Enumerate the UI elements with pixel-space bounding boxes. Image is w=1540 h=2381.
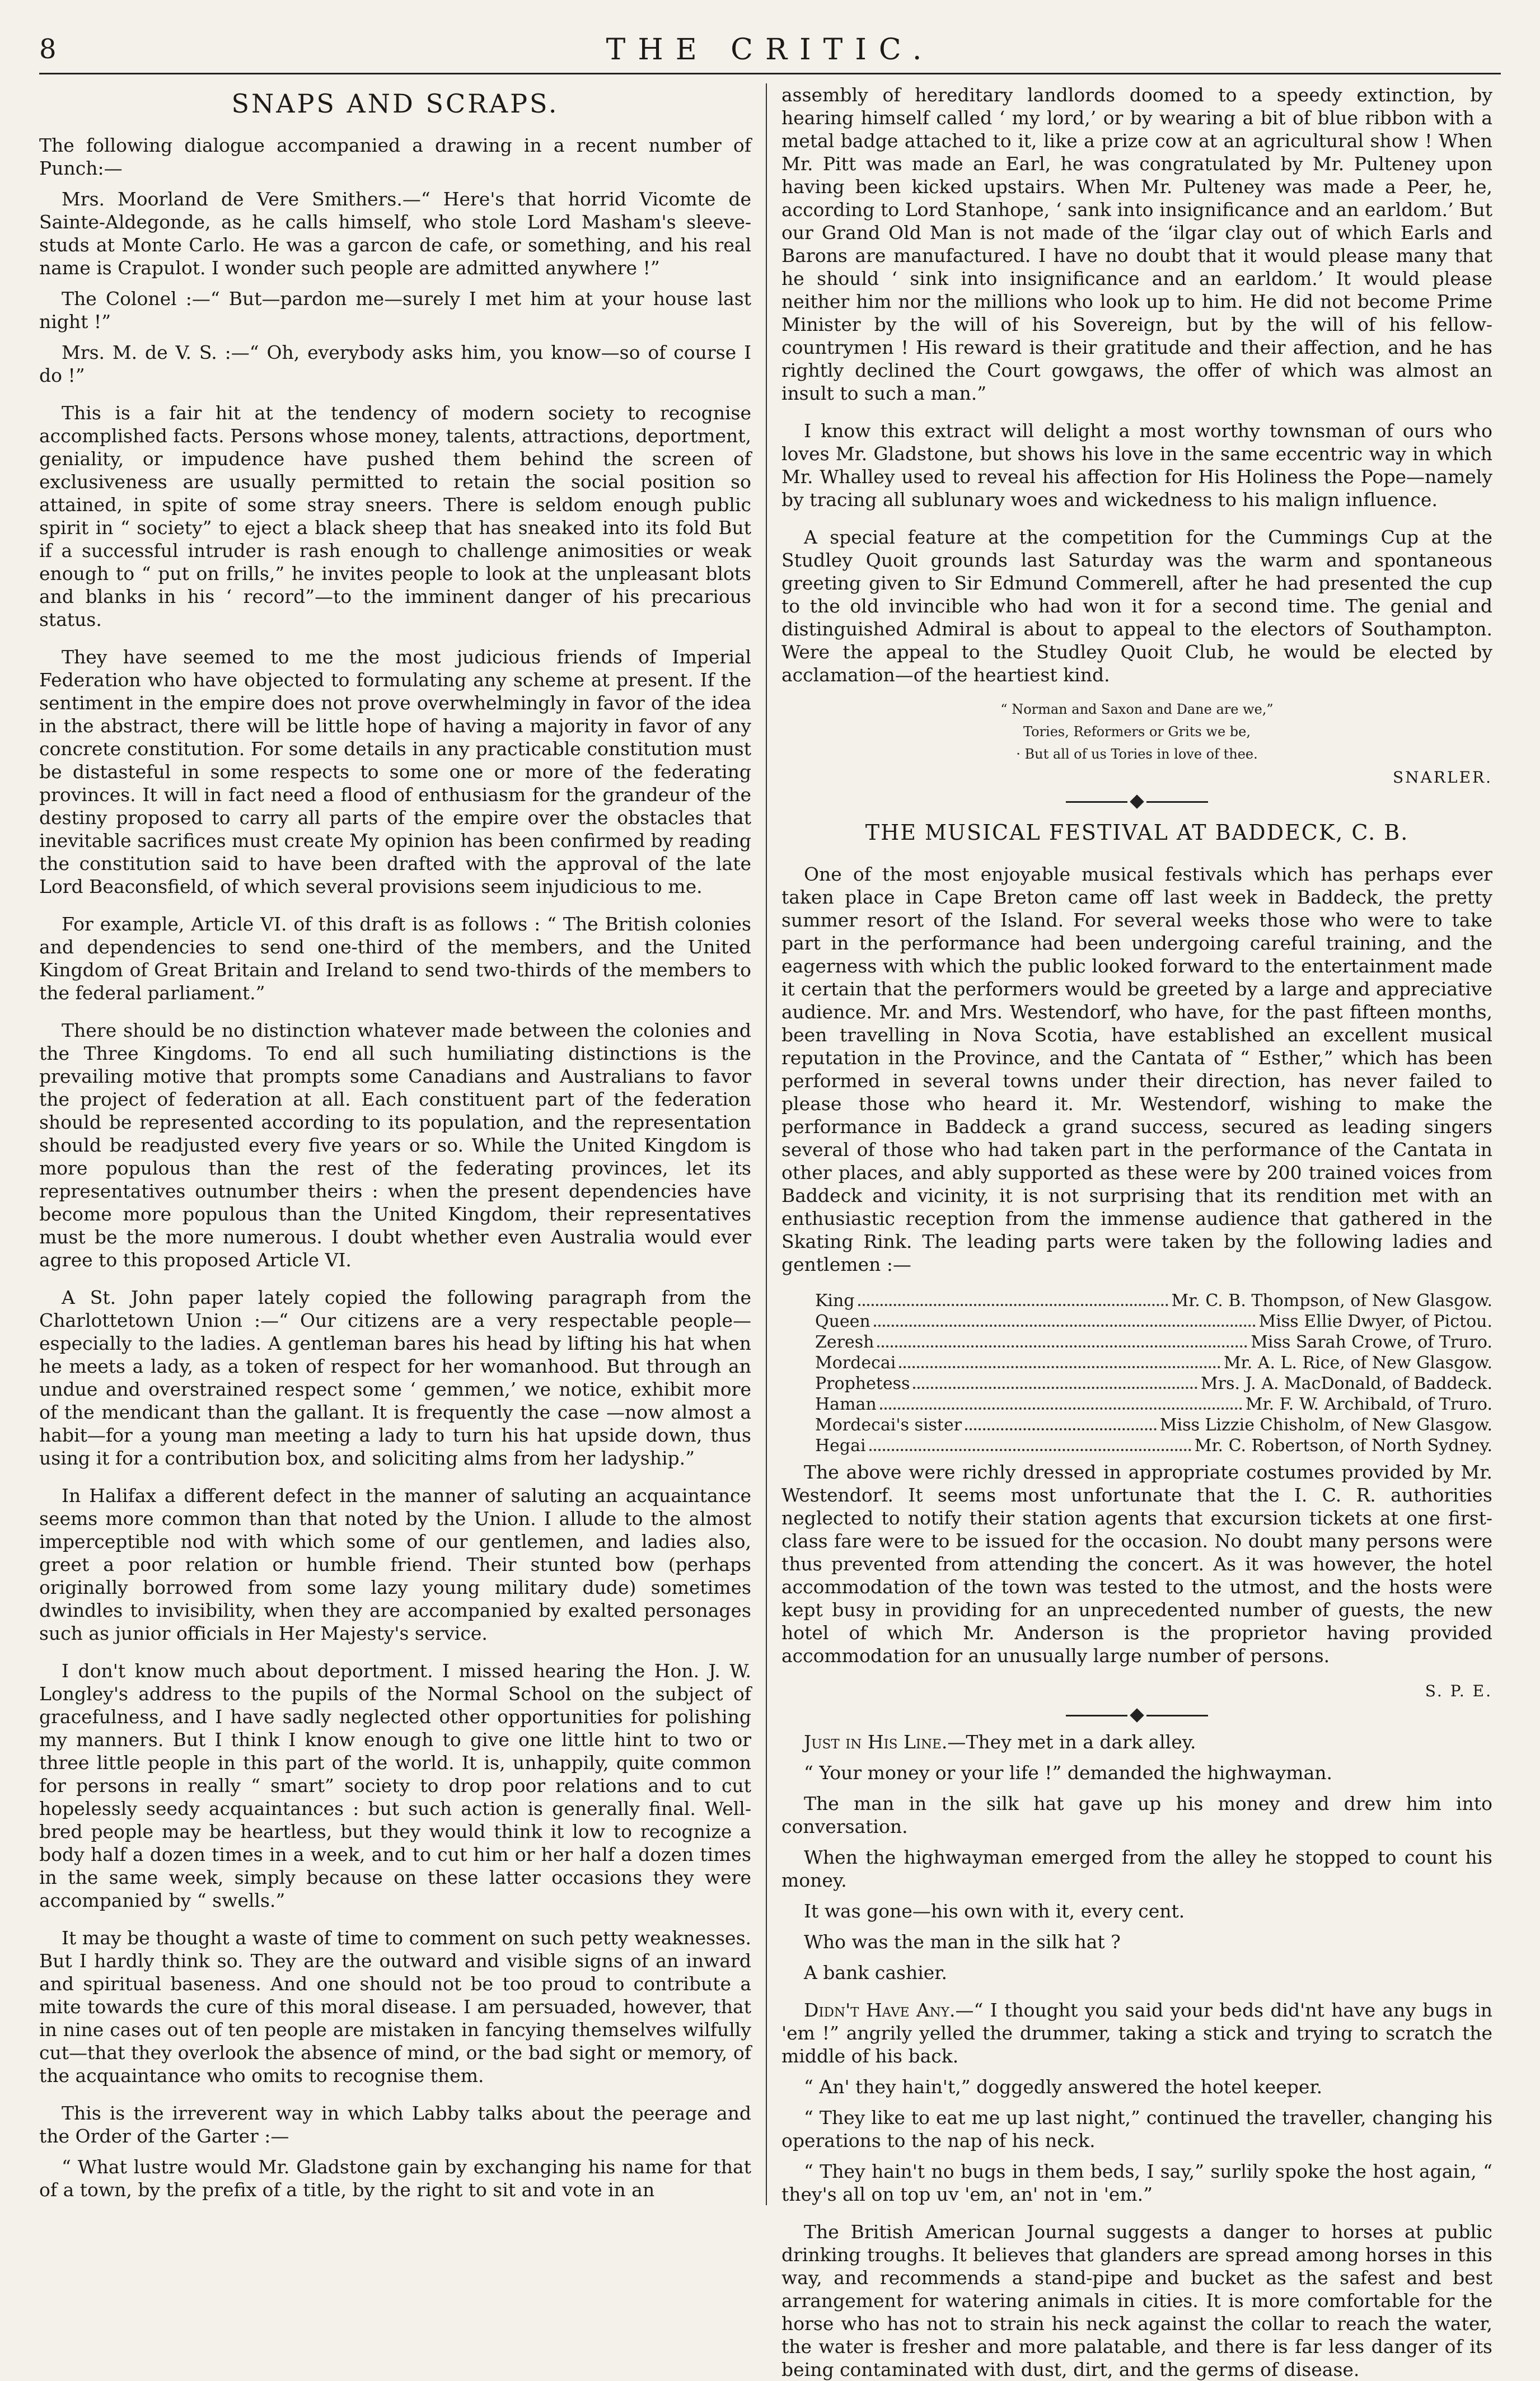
verse-line: “ Norman and Saxon and Dane are we,”	[1000, 701, 1274, 717]
section-divider-ornament	[781, 1710, 1492, 1720]
cast-player: Mr. F. W. Archibald, of Truro.	[1245, 1395, 1492, 1414]
anecdote-paragraph: “ They hain't no bugs in them beds, I say,” surlily spoke the host again, “ they's all on top uv 'em, an' not in 'em.”	[781, 2160, 1492, 2205]
article-paragraph: There should be no distinction whatever made between the colonies and the Three Kingdoms. To end all such humiliating distinctions is the prevailing motive that prompts some Canadians and Australians to favor the project of federation at all. Each constituent part of the federation should be represented according to its population, and the representation should be readjusted every five years or so. While the United Kingdom is more populous than the rest of the federating provinces, let its representatives outnumber theirs : when the present dependencies have become more populous than the United Kingdom, their representatives must be the more numerous. I doubt whether even Australia would ever agree to this proposed Article VI.	[39, 1019, 751, 1271]
cast-row	[815, 1353, 1492, 1373]
section-title-snaps-and-scraps: SNAPS AND SCRAPS.	[231, 88, 559, 119]
section-divider-ornament	[781, 797, 1492, 807]
cast-player: Mr. C. B. Thompson, of New Glasgow.	[1171, 1291, 1492, 1311]
article-paragraph: Mrs. Moorland de Vere Smithers.—“ Here's that horrid Vicomte de Sainte-Aldegonde, as he calls himself, who stole Lord Masham's sleeve-studs at Monte Carlo. He was a garcon de cafe, or something, and his real name is Crapulot. I wonder such people are admitted anywhere !”	[39, 188, 751, 279]
anecdote-paragraph: A bank cashier.	[804, 1962, 947, 1984]
article-paragraph: A special feature at the competition for the Cummings Cup at the Studley Quoit grounds last Saturday was the warm and spontaneous greeting given to Sir Edmund Commerell, after he had presented the cup to the old invincible who had won it for a second time. The genial and distinguished Admiral is about to appeal to the electors of Southampton. Were the appeal to the Studley Quoit Club, he would be elected by acclamation—of the heartiest kind.	[781, 526, 1492, 686]
article-paragraph: “ What lustre would Mr. Gladstone gain by exchanging his name for that of a town, by the prefix of a title, by the right to sit and vote in an	[39, 2156, 751, 2201]
article-paragraph: One of the most enjoyable musical festivals which has perhaps ever taken place in Cape Breton came off last week in Baddeck, the pretty summer resort of the Island. For several weeks those who were to take part in the performance had been undergoing careful training, and the eagerness with which the public looked forward to the entertainment made it certain that the performers would be greeted by a large and appreciative audience. Mr. and Mrs. Westendorf, who have, for the past fifteen months, been travelling in Nova Scotia, have established an excellent musical reputation in the Province, and the Cantata of “ Esther,” which has been performed in several towns under their direction, has never failed to please those who heard it. Mr. Westendorf, wishing to make the performance in Baddeck a grand success, secured as leading singers several of those who had taken part in the performance of the Cantata in other places, and ably supported as these were by 200 trained voices from Baddeck and vicinity, it is not surprising that its rendition met with an enthusiastic reception from the immense audience that gathered in the Skating Rink. The leading parts were taken by the following ladies and gentlemen :—	[781, 863, 1492, 1275]
article-paragraph: A St. John paper lately copied the following paragraph from the Charlottetown Union :—“ Our citizens are a very respectable people—especially to the ladies. A gentleman bares his head by lifting his hat when he meets a lady, as a token of respect for her womanhood. But through an undue and overstrained respect some ‘ gemmen,’ we notice, exhibit more of the mendicant than the gallant. It is frequently the case —now almost a habit—for a young man meeting a lady to turn his hat upside down, thus using it for a contribution box, and soliciting alms from her ladyship.”	[39, 1287, 751, 1469]
anecdote-paragraph: When the highwayman emerged from the alley he stopped to count his money.	[781, 1846, 1492, 1891]
cast-role: Zeresh	[815, 1332, 874, 1352]
anecdote-paragraph: “ Your money or your life !” demanded the highwayman.	[804, 1762, 1332, 1784]
cast-player: Mr. C. Robertson, of North Sydney.	[1194, 1436, 1492, 1456]
verse-line: · But all of us Tories in love of thee.	[1016, 746, 1258, 762]
cast-player: Mrs. J. A. MacDonald, of Baddeck.	[1201, 1374, 1492, 1393]
article-paragraph: In Halifax a different defect in the manner of saluting an acquaintance seems more common than that noted by the Union. I allude to the almost imperceptible nod with which some of our gentlemen, and ladies also, greet a poor relation or humble friend. Their stunted bow (perhaps originally borrowed from some lazy young military dude) sometimes dwindles to invisibility, when they are accompanied by exalted personages such as junior officials in Her Majesty's service.	[39, 1485, 751, 1644]
section-title-musical-festival: THE MUSICAL FESTIVAL AT BADDECK, C. B.	[865, 820, 1409, 845]
cast-player: Miss Ellie Dwyer, of Pictou.	[1258, 1312, 1492, 1331]
anecdote-paragraph: It was gone—his own with it, every cent.	[804, 1900, 1185, 1922]
cast-player: Mr. A. L. Rice, of New Glasgow.	[1223, 1353, 1492, 1373]
article-paragraph: The following dialogue accompanied a drawing in a recent number of Punch:—	[39, 134, 751, 179]
author-signature: SNARLER.	[1393, 768, 1492, 787]
cast-role: King	[815, 1291, 855, 1311]
cast-row	[815, 1435, 1492, 1456]
author-signature: S. P. E.	[1425, 1682, 1492, 1700]
cast-player: Miss Sarah Crowe, of Truro.	[1251, 1332, 1492, 1352]
cast-row	[815, 1332, 1492, 1353]
paper-title: THE CRITIC.	[606, 33, 934, 67]
article-paragraph: The Colonel :—“ But—pardon me—surely I met him at your house last night !”	[39, 288, 751, 333]
page-number: 8	[39, 34, 57, 65]
cast-role: Hegai	[815, 1436, 866, 1456]
article-paragraph: This is a fair hit at the tendency of modern society to recognise accomplished facts. Persons whose money, talents, attractions, deportment, geniality, or impudence have pushed them behind the screen of exclusiveness are usually permitted to retain the social position so attained, in spite of some stray sneers. There is seldom enough public spirit in “ society” to eject a black sheep that has sneaked into its fold But if a successful intruder is rash enough to challenge animosities or weak enough to “ put on frills,” he invites people to look at the unpleasant blots and blanks in his ‘ record”—to the imminent danger of his precarious status.	[39, 402, 751, 630]
columns	[39, 83, 1501, 2380]
cast-row	[815, 1290, 1492, 1311]
article-paragraph: The British American Journal suggests a danger to horses at public drinking troughs. It believes that glanders are spread among horses in this way, and recommends a stand-pipe and bucket as the safest and best arrangement for watering animals in cities. It is more comfortable for the horse who has not to strain his neck against the collar to reach the water, the water is fresher and more palatable, and there is far less danger of its being contaminated with dust, dirt, and the germs of disease.	[781, 2221, 1492, 2380]
article-paragraph: This is the irreverent way in which Labby talks about the peerage and the Order of the Garter :—	[39, 2102, 751, 2147]
article-paragraph: Mrs. M. de V. S. :—“ Oh, everybody asks him, you know—so of course I do !”	[39, 342, 751, 386]
cast-role: Mordecai	[815, 1353, 896, 1373]
anecdote-paragraph: “ An' they hain't,” doggedly answered the hotel keeper.	[804, 2076, 1323, 2098]
anecdote-title: Just in His Line.	[804, 1731, 948, 1753]
cast-role: Queen	[815, 1312, 870, 1331]
cast-row	[815, 1311, 1492, 1332]
cast-role: Mordecai's sister	[815, 1415, 962, 1435]
anecdote-paragraph: Who was the man in the silk hat ?	[804, 1931, 1121, 1953]
cast-role: Haman	[815, 1395, 877, 1414]
cast-row	[815, 1415, 1492, 1435]
article-paragraph: I don't know much about deportment. I missed hearing the Hon. J. W. Longley's address to the pupils of the Normal School on the subject of gracefulness, and I have sadly neglected other opportunities for polishing my manners. But I think I know enough to give one little hint to two or three little people in this part of the world. It is, unhappily, quite common for persons in really “ smart” society to drop poor relations and to cut hopelessly seedy acquaintances : but such action is generally final. Well-bred people may be heartless, but they would think it low to recognize a body half a dozen times in a week, and to cut him or her half a dozen times in the same week, simply because on these latter occasions they were accompanied by “ swells.”	[39, 1660, 751, 1911]
anecdote-paragraph: Didn't Have Any.—“ I thought you said your beds did'nt have any bugs in 'em !” angrily yelled the drummer, taking a stick and trying to scratch the middle of his back.	[781, 1999, 1492, 2067]
right-column	[766, 83, 1492, 2380]
masthead	[39, 28, 1501, 74]
anecdote-paragraph: “ They like to eat me up last night,” continued the traveller, changing his operations to the nap of his neck.	[781, 2107, 1492, 2151]
article-paragraph: I know this extract will delight a most worthy townsman of ours who loves Mr. Gladstone, but shows his love in the same eccentric way in which Mr. Whalley used to reveal his affection for His Holiness the Pope—namely by tracing all sublunary woes and wickedness to his malign influence.	[781, 420, 1492, 511]
anecdote-paragraph: Just in His Line.—They met in a dark alley.	[804, 1731, 1196, 1753]
article-paragraph: For example, Article VI. of this draft is as follows : “ The British colonies and dependencies to send one-third of the members, and the United Kingdom of Great Britain and Ireland to send two-thirds of the members to the federal parliament.”	[39, 913, 751, 1004]
cast-row	[815, 1373, 1492, 1394]
article-paragraph: It may be thought a waste of time to comment on such petty weaknesses. But I hardly think so. They are the outward and visible signs of an inward and spiritual baseness. And one should not be too proud to contribute a mite towards the cure of this moral disease. I am persuaded, however, that in nine cases out of ten people are mistaken in fancying themselves wilfully cut—that they overlook the absence of mind, or the bad sight or memory, of the acquaintance who omits to recognise them.	[39, 1927, 751, 2087]
cast-list	[815, 1290, 1492, 1456]
anecdote-paragraph: The man in the silk hat gave up his money and drew him into conversation.	[781, 1793, 1492, 1837]
left-column	[39, 83, 766, 2205]
article-paragraph: The above were richly dressed in appropriate costumes provided by Mr. Westendorf. It seems most unfortunate that the I. C. R. authorities neglected to notify their station agents that excursion tickets at one first-class fare were to be issued for the occasion. No doubt many persons were thus prevented from attending the concert. As it was however, the hotel accommodation of the town was tested to the utmost, and the hosts were kept busy in providing for an unprecedented number of guests, the new hotel of which Mr. Anderson is the proprietor having provided accommodation for an unusually large number of persons.	[781, 1461, 1492, 1667]
cast-player: Miss Lizzie Chisholm, of New Glasgow.	[1159, 1415, 1492, 1435]
cast-row	[815, 1394, 1492, 1415]
anecdote-title: Didn't Have Any.	[804, 1999, 956, 2021]
article-paragraph: assembly of hereditary landlords doomed to a speedy extinction, by hearing himself called ‘ my lord,’ or by wearing a bit of blue ribbon with a metal badge attached to it, like a prize cow at an agricultural show ! When Mr. Pitt was made an Earl, he was congratulated by Mr. Pulteney upon having been kicked upstairs. When Mr. Pulteney was made a Peer, he, according to Lord Stanhope, ‘ sank into insignificance and an earldom.’ But our Grand Old Man is not made of the ‘ilgar clay out of which Earls and Barons are manufactured. I have no doubt that it would please many that he should ‘ sink into insignificance and an earldom.’ It would please neither him nor the millions who look up to him. He did not become Prime Minister by the will of his Sovereign, but by the will of his fellow-countrymen ! His reward is their gratitude and their affection, and he has rightly declined the Court gowgaws, the offer of which was almost an insult to such a man.”	[781, 84, 1492, 404]
cast-role: Prophetess	[815, 1374, 910, 1393]
verse-line: Tories, Reformers or Grits we be,	[1023, 724, 1251, 740]
article-paragraph: They have seemed to me the most judicious friends of Imperial Federation who have objected to formulating any scheme at present. If the sentiment in the empire does not prove overwhelmingly in favor of the idea in the abstract, there will be little hope of having a majority in favor of any concrete constitution. For some details in any practicable constitution must be distasteful in some respects to some one or more of the federating provinces. It will in fact need a flood of enthusiasm for the grandeur of the destiny proposed to carry all parts of the empire over the obstacles that inevitable sacrifices must create My opinion has been confirmed by reading the constitution said to have been drafted with the approval of the late Lord Beaconsfield, of which several provisions seem injudicious to me.	[39, 646, 751, 897]
